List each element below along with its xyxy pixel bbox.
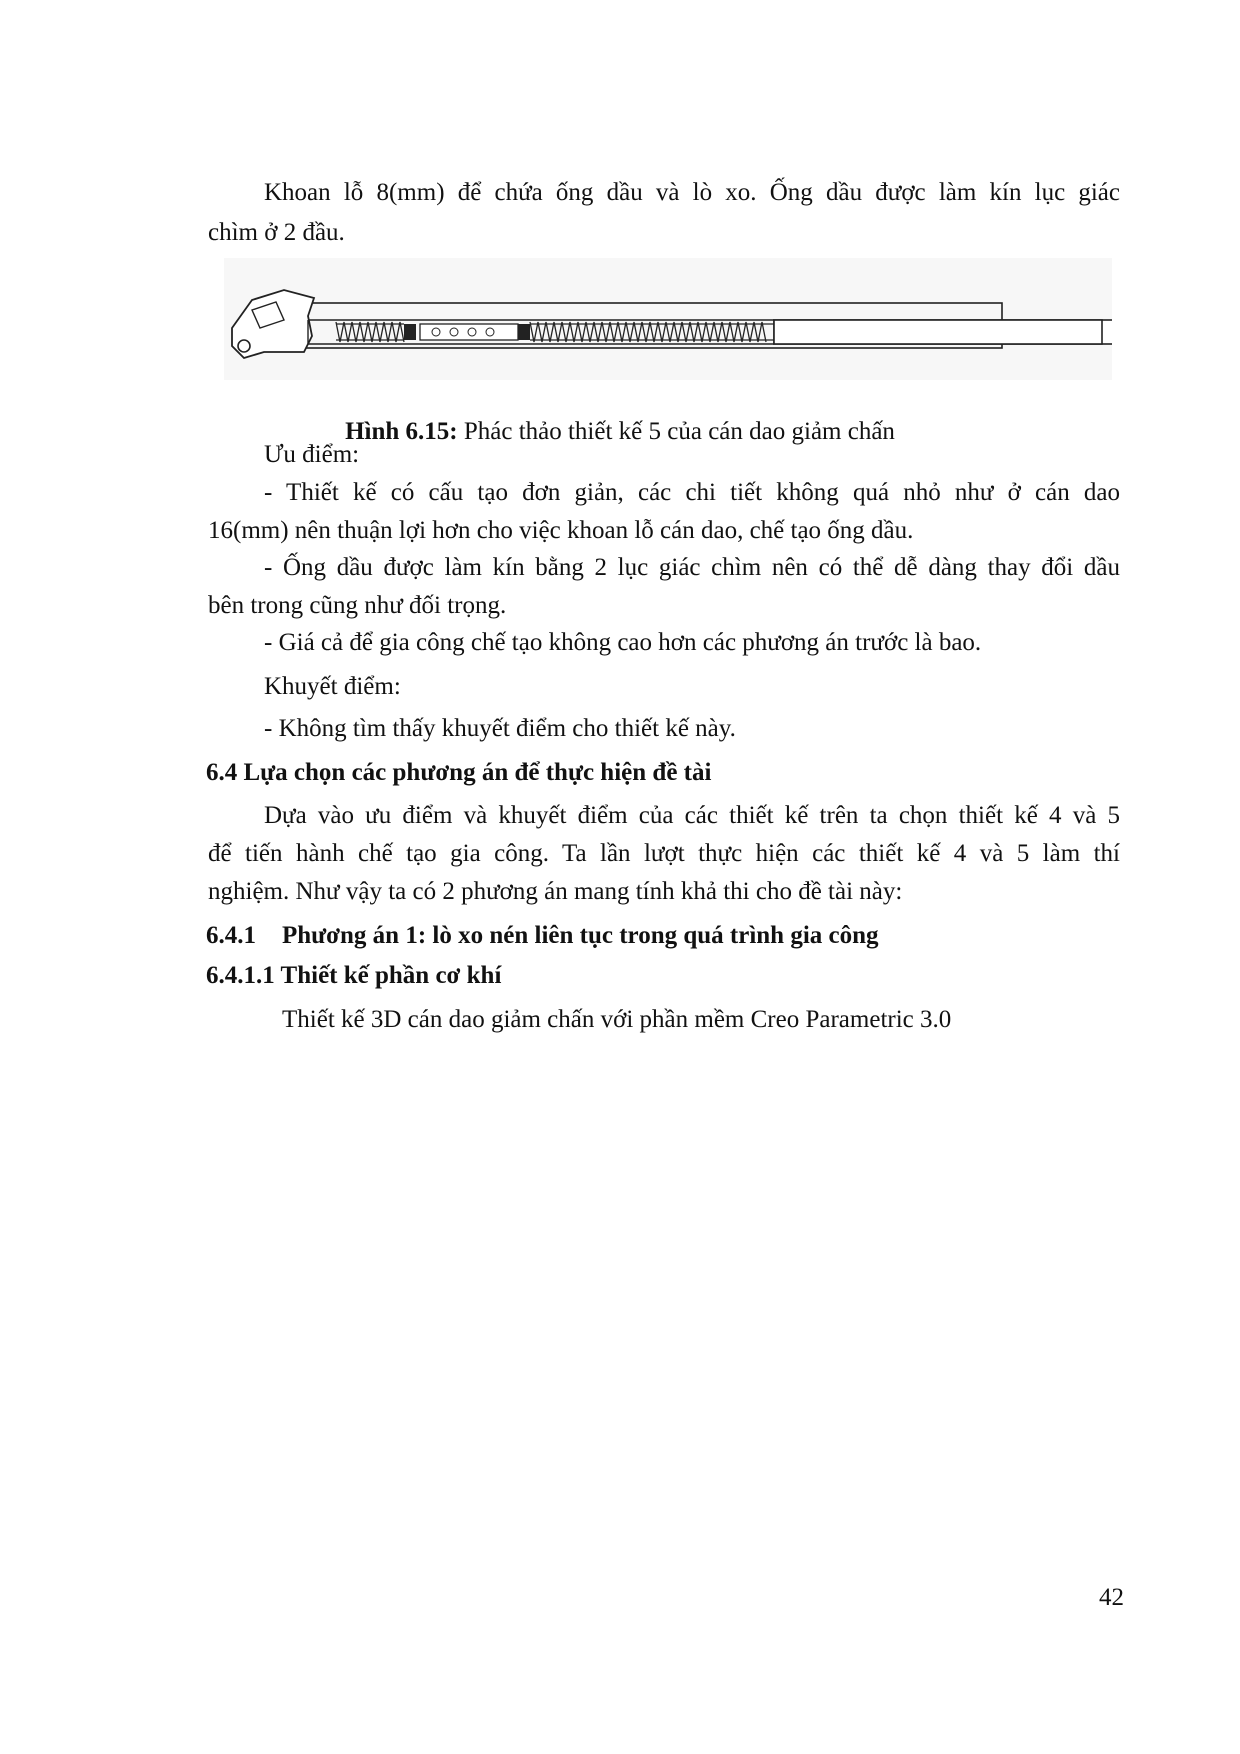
section-6-4-1-title: Phương án 1: lò xo nén liên tục trong quá trình gia công (282, 922, 879, 949)
advantage-2-line-1: - Ống dầu được làm kín bằng 2 lục giác chìm nên có thể dễ dàng thay đổi dầu (264, 554, 1120, 581)
advantage-1-line-2: 16(mm) nên thuận lợi hơn cho việc khoan lỗ cán dao, chế tạo ống dầu. (208, 517, 914, 544)
section-6-4-1-heading (206, 917, 879, 954)
figure-label: Hình 6.15: (345, 418, 458, 445)
section-6-4-line-3: nghiệm. Như vậy ta có 2 phương án mang tính khả thi cho đề tài này: (208, 878, 903, 905)
figure-title: Phác thảo thiết kế 5 của cán dao giảm chấn (463, 418, 895, 445)
section-6-4-1-1-heading: 6.4.1.1 Thiết kế phần cơ khí (206, 962, 502, 989)
advantage-3: - Giá cả để gia công chế tạo không cao hơn các phương án trước là bao. (264, 629, 982, 656)
page-number: 42 (1099, 1584, 1124, 1611)
figure-caption (0, 413, 1240, 450)
advantage-2-line-2: bên trong cũng như đối trọng. (208, 592, 507, 619)
intro-paragraph-line-2: chìm ở 2 đầu. (208, 219, 345, 246)
screw-hole (238, 340, 250, 352)
boring-bar-drawing (224, 258, 1112, 380)
disadvantages-heading: Khuyết điểm: (264, 673, 401, 700)
weight-left (404, 324, 416, 340)
figure-boring-bar-sketch (224, 258, 1112, 380)
spring-left (336, 322, 404, 342)
disadvantage-1: - Không tìm thấy khuyết điểm cho thiết kế này. (264, 715, 736, 742)
section-6-4-line-2: để tiến hành chế tạo gia công. Ta lần lượt thực hiện các thiết kế 4 và 5 làm thí (208, 840, 1120, 867)
advantage-1-line-1: - Thiết kế có cấu tạo đơn giản, các chi tiết không quá nhỏ như ở cán dao (264, 479, 1120, 506)
section-6-4-line-1: Dựa vào ưu điểm và khuyết điểm của các thiết kế trên ta chọn thiết kế 4 và 5 (264, 802, 1120, 829)
weight-right (518, 324, 530, 340)
intro-paragraph-line-1: Khoan lỗ 8(mm) để chứa ống dầu và lò xo. Ống dầu được làm kín lục giác (264, 179, 1120, 206)
section-6-4-heading: 6.4 Lựa chọn các phương án để thực hiện đề tài (206, 759, 712, 786)
section-6-4-1-number: 6.4.1 (206, 922, 256, 949)
section-6-4-1-1-text: Thiết kế 3D cán dao giảm chấn với phần mềm Creo Parametric 3.0 (282, 1006, 952, 1033)
advantages-heading: Ưu điểm: (264, 441, 360, 468)
spring-right (530, 322, 774, 342)
